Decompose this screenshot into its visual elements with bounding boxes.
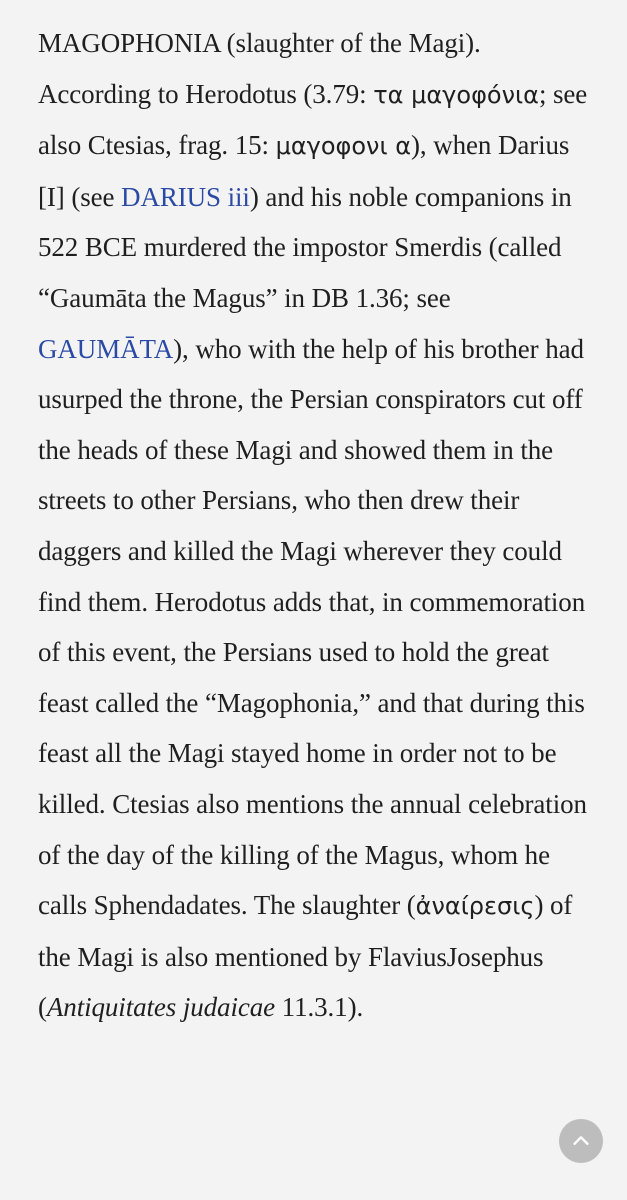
article-text: ), when Darius [I] (see [38,130,570,212]
cited-work-title: Antiquitates judaicae [46,992,276,1023]
article-text: ) of the Magi is also mentioned by FlaviusJosephus ( [38,890,573,1023]
article-body [38,18,598,1033]
scroll-to-top-button[interactable] [559,1119,603,1163]
article-text: (slaughter of the Magi). According to Herodotus (3.79: [38,28,481,109]
greek-term: μαγοφονι α [275,132,412,161]
chevron-up-icon [570,1130,592,1152]
greek-term: ἀναίρεσις [415,892,535,921]
gaumata-link[interactable]: GAUMĀTA [38,333,174,364]
article-text: ) and his noble companions in 522 BCE murdered the impostor Smerdis (called “Gaumāta the Magus” in DB 1.36; see [38,181,572,313]
darius-iii-link[interactable]: DARIUS iii [121,181,250,212]
article-text: ), who with the help of his brother had usurped the throne, the Persian conspirators cut off the heads of these Magi and showed them in the streets to other Persians, who then drew their daggers and killed the Magi wherever they could find them. Herodotus adds that, in commemoration of this event, the Persians used to hold the great feast called the “Magophonia,” and that during this feast all the Magi stayed home in order not to be killed. Ctesias also mentions the annual celebration of the day of the killing of the Magus, whom he calls Sphendadates. The slaughter ( [38,333,587,921]
article-text: ; see also Ctesias, frag. 15: [38,78,588,161]
article-headword: MAGOPHONIA [38,28,221,58]
greek-term: τα μαγοφόνια [373,80,539,109]
article-text: 11.3.1). [275,992,364,1023]
